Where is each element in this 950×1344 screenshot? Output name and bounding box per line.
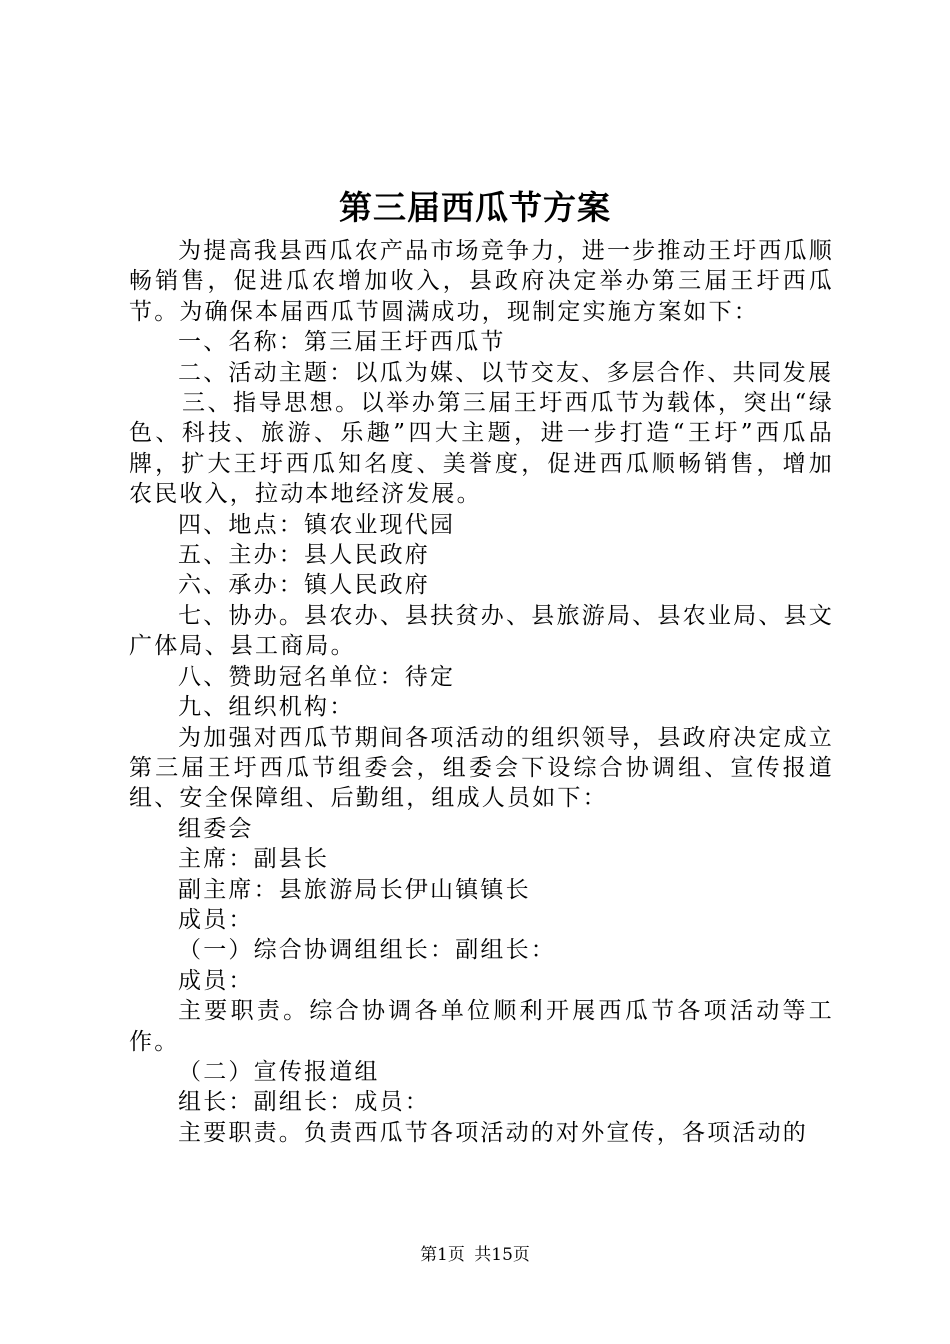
- coordination-group-heading: （一）综合协调组组长：副组长：: [178, 937, 556, 964]
- committee-vice-chair: 副主席：县旅游局长伊山镇镇长: [178, 876, 531, 903]
- document-title: 第三届西瓜节方案: [339, 188, 611, 227]
- section-theme: 二、活动主题：以瓜为媒、以节交友、多层合作、共同发展: [178, 359, 834, 386]
- coordination-group-members: 成员：: [178, 967, 254, 994]
- section-host: 五、主办：县人民政府: [178, 542, 430, 569]
- organization-paragraph: 为加强对西瓜节期间各项活动的组织领导，县政府决定成立第三届王圩西瓜节组委会，组委会下设综合协调组、宣传报道组、安全保障组、后勤组，组成人员如下：: [129, 724, 834, 812]
- section-sponsor: 八、赞助冠名单位：待定: [178, 663, 456, 690]
- section-name: 一、名称：第三届王圩西瓜节: [178, 329, 506, 356]
- committee-chair: 主席：副县长: [178, 846, 330, 873]
- publicity-group-duties: 主要职责。负责西瓜节各项活动的对外宣传，各项活动的: [178, 1119, 808, 1146]
- committee-members: 成员：: [178, 906, 254, 933]
- publicity-group-heading: （二）宣传报道组: [178, 1058, 380, 1085]
- section-organizer: 六、承办：镇人民政府: [178, 572, 430, 599]
- page-number: 第1页: [420, 1245, 465, 1265]
- coordination-group-duties: 主要职责。综合协调各单位顺利开展西瓜节各项活动等工作。: [129, 998, 834, 1055]
- page-footer: [0, 1244, 950, 1266]
- document-body: [129, 236, 834, 1148]
- section-co-organizer: 七、协办。县农办、县扶贫办、县旅游局、县农业局、县文广体局、县工商局。: [129, 602, 834, 660]
- publicity-group-members: 组长：副组长：成员：: [178, 1089, 430, 1116]
- committee-heading: 组委会: [178, 815, 254, 842]
- page-total: 共15页: [474, 1245, 530, 1265]
- intro-paragraph: 为提高我县西瓜农产品市场竞争力，进一步推动王圩西瓜顺畅销售，促进瓜农增加收入，县政府决定举办第三届王圩西瓜节。为确保本届西瓜节圆满成功，现制定实施方案如下：: [129, 238, 834, 325]
- section-location: 四、地点：镇农业现代园: [178, 511, 456, 538]
- section-organization: 九、组织机构：: [178, 694, 355, 721]
- section-guiding-idea: 三、指导思想。以举办第三届王圩西瓜节为载体，突出“绿色、科技、旅游、乐趣”四大主题，进一步打造“王圩”西瓜品牌，扩大王圩西瓜知名度、美誉度，促进西瓜顺畅销售，增加农民收入，拉动本地经济发展。: [129, 390, 834, 508]
